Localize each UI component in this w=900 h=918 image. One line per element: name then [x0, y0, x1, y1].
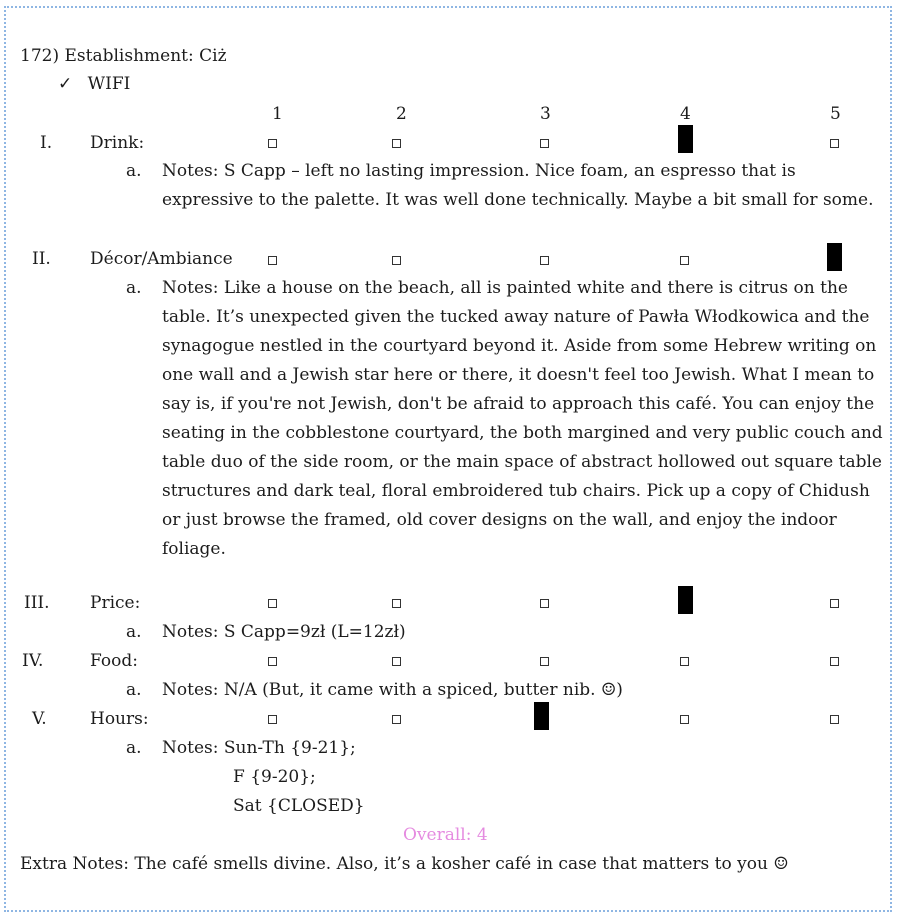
rating-box-hours-4[interactable] — [680, 715, 689, 724]
entry-number: 172) — [20, 46, 60, 66]
scale-label-2: 2 — [396, 104, 407, 124]
check-icon: ✓ — [58, 74, 73, 94]
rating-box-price-5[interactable] — [830, 599, 839, 608]
rating-box-decor-3[interactable] — [540, 256, 549, 265]
notes-decor: Notes: Like a house on the beach, all is painted white and there is citrus on the table. It’s unexpected given the tucked away nature of Pawła Włodkowica and the synagogue nestled in the courtyard beyond it. Aside from some Hebrew writing on one wall and a Jewish star here or there, it doesn't feel too Jewish. What I mean to say is, if you're not Jewish, don't be afraid to approach this café. You can enjoy the seating in the cobblestone courtyard, the both margined and very public couch and table duo of the side room, or the main space of abstract hollowed out square table structures and dark teal, floral embroidered tub chairs. Pick up a copy of Chidush or just browse the framed, old cover designs on the wall, and enjoy the indoor foliage. — [162, 278, 883, 559]
rating-box-food-2[interactable] — [392, 657, 401, 666]
category-numeral-decor: II. — [32, 249, 51, 269]
rating-box-food-4[interactable] — [680, 657, 689, 666]
overall-score: Overall: 4 — [403, 825, 488, 845]
note-marker-food: a. — [126, 680, 142, 700]
scale-label-4: 4 — [680, 104, 691, 124]
category-numeral-price: III. — [24, 593, 50, 613]
notes-food: Notes: N/A (But, it came with a spiced, butter nib. ☺) — [162, 680, 623, 700]
wifi-label: WIFI — [87, 74, 131, 94]
note-marker-price: a. — [126, 622, 142, 642]
rating-box-hours-1[interactable] — [268, 715, 277, 724]
category-label-drink: Drink: — [90, 133, 145, 153]
category-numeral-hours: V. — [32, 709, 47, 729]
note-marker-hours: a. — [126, 738, 142, 758]
wifi-row — [58, 70, 130, 99]
category-label-hours: Hours: — [90, 709, 149, 729]
category-label-food: Food: — [90, 651, 138, 671]
scale-label-1: 1 — [272, 104, 283, 124]
rating-box-price-2[interactable] — [392, 599, 401, 608]
rating-box-drink-5[interactable] — [830, 139, 839, 148]
rating-box-drink-2[interactable] — [392, 139, 401, 148]
rating-box-decor-1[interactable] — [268, 256, 277, 265]
notes-hours-line-3: Sat {CLOSED} — [233, 796, 365, 816]
notes-hours-line-1: Notes: Sun-Th {9-21}; — [162, 738, 356, 758]
rating-box-drink-1[interactable] — [268, 139, 277, 148]
establishment-heading — [20, 42, 227, 71]
rating-box-hours-5[interactable] — [830, 715, 839, 724]
category-numeral-drink: I. — [40, 133, 53, 153]
rating-box-food-5[interactable] — [830, 657, 839, 666]
category-label-decor: Décor/Ambiance — [90, 249, 233, 269]
rating-box-hours-2[interactable] — [392, 715, 401, 724]
rating-box-hours-3-selected[interactable] — [534, 702, 549, 730]
rating-box-price-4-selected[interactable] — [678, 586, 693, 614]
rating-box-price-1[interactable] — [268, 599, 277, 608]
establishment-name: Establishment: Ciż — [64, 46, 227, 66]
note-marker-drink: a. — [126, 161, 142, 181]
scale-label-5: 5 — [830, 104, 841, 124]
rating-box-drink-3[interactable] — [540, 139, 549, 148]
notes-hours-line-2: F {9-20}; — [233, 767, 316, 787]
category-label-price: Price: — [90, 593, 141, 613]
extra-notes: Extra Notes: The café smells divine. Also, it’s a kosher café in case that matters to you ☺ — [20, 854, 789, 874]
notes-drink: Notes: S Capp – left no lasting impression. Nice foam, an espresso that is expressive to the palette. It was well done technically. Maybe a bit small for some. — [162, 161, 874, 210]
rating-box-drink-4-selected[interactable] — [678, 125, 693, 153]
category-numeral-food: IV. — [22, 651, 44, 671]
note-marker-decor: a. — [126, 278, 142, 298]
rating-box-decor-2[interactable] — [392, 256, 401, 265]
rating-box-food-3[interactable] — [540, 657, 549, 666]
notes-price: Notes: S Capp=9zł (L=12zł) — [162, 622, 406, 642]
rating-box-food-1[interactable] — [268, 657, 277, 666]
rating-box-price-3[interactable] — [540, 599, 549, 608]
rating-box-decor-5-selected[interactable] — [827, 243, 842, 271]
rating-box-decor-4[interactable] — [680, 256, 689, 265]
scale-label-3: 3 — [540, 104, 551, 124]
